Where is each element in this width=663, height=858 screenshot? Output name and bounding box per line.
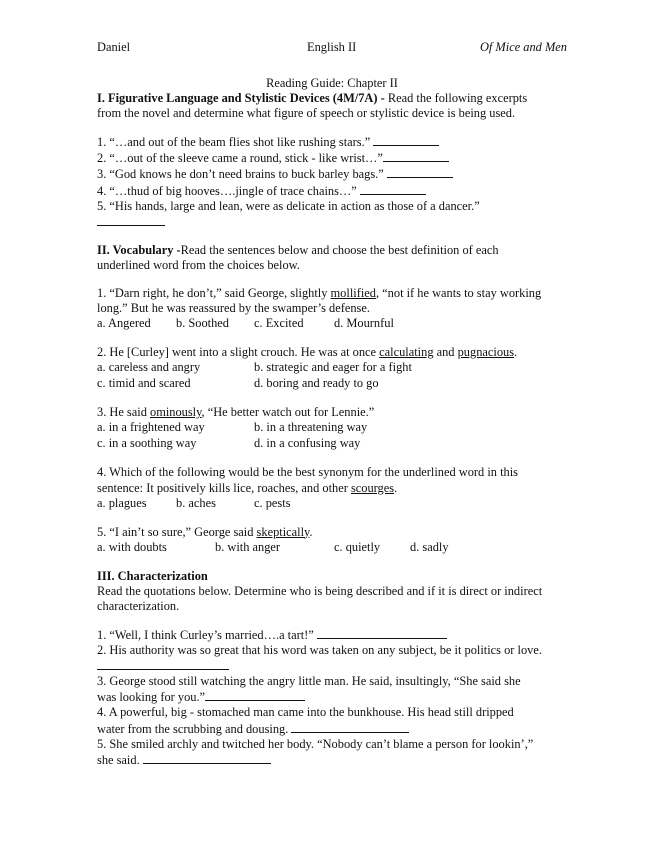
char-item-4a: 4. A powerful, big - stomached man came into the bunkhouse. His head still dripped [97,705,514,720]
answer-option[interactable]: d. in a confusing way [254,436,361,451]
section1-intro-b: from the novel and determine what figure of speech or stylistic device is being used. [97,106,516,121]
answer-option[interactable]: a. Angered [97,316,151,331]
q3-text: 3. He said [97,405,150,420]
section1-item-2 [97,150,567,166]
answer-option[interactable]: d. boring and ready to go [254,376,379,391]
char-item-5a: 5. She smiled archly and twitched her body. “Nobody can’t blame a person for lookin’,” [97,736,534,751]
answer-blank[interactable] [143,752,271,764]
q2-text: 2. He [Curley] went into a slight crouch. He was at once [97,345,380,360]
section2-heading-line [97,243,567,258]
answer-blank[interactable] [97,214,165,226]
vocab-word-pugnacious: pugnacious [457,345,515,360]
item-text: she said. [97,752,140,767]
section1-item-3 [97,166,567,182]
item-text: 2. “…out of the sleeve came a round, stick - like wrist…” [97,151,383,166]
vocab-q4-line2 [97,481,567,496]
section3-heading: III. Characterization [97,568,208,583]
char-item-3b [97,689,567,705]
q1-text: 1. “Darn right, he don’t,” said George, slightly [97,286,331,301]
section2-heading: II. Vocabulary - [97,242,181,257]
item-text: 4. “…thud of big hooves….jingle of trace chains…” [97,183,357,198]
item-text: 1. “Well, I think Curley’s married….a tart!” [97,627,314,642]
vocab-q3-line1 [97,405,567,420]
answer-option[interactable]: b. with anger [215,539,281,554]
page-title: Reading Guide: Chapter II [266,76,398,90]
section1-item-4 [97,183,567,199]
vocab-q4-line1: 4. Which of the following would be the best synonym for the underlined word in this [97,465,518,480]
page-header [97,40,567,58]
vocab-q5-line1 [97,525,567,540]
vocab-q1-line2: long.” But he was reassured by the swamper’s defense. [97,301,370,316]
answer-option[interactable]: a. with doubts [97,539,167,554]
answer-option[interactable]: a. plagues [97,495,147,510]
answer-option[interactable]: b. strategic and eager for a fight [254,360,412,375]
vocab-word-calculating: calculating [379,345,434,360]
item-text: was looking for you.” [97,690,206,705]
section1-heading-line [97,91,567,106]
char-item-4b [97,721,567,737]
answer-blank[interactable] [383,150,449,162]
item-text: 3. “God knows he don’t need brains to buck barley bags.” [97,167,384,182]
section2-intro-a: Read the sentences below and choose the best definition of each [180,242,499,257]
q1-text-post: , “not if he wants to stay working [375,286,542,301]
answer-option[interactable]: b. aches [176,495,216,510]
header-course: English II [307,40,357,54]
answer-blank[interactable] [387,166,453,178]
section1-item-5 [97,199,567,214]
char-item-2: 2. His authority was so great that his word was taken on any subject, be it politics or love. [97,643,542,658]
q5-text-post: . [309,524,313,539]
answer-blank[interactable] [205,689,305,701]
section3-heading-line [97,569,567,584]
header-book-title: Of Mice and Men [479,40,567,54]
answer-option[interactable]: c. timid and scared [97,376,191,391]
answer-option[interactable]: b. Soothed [176,316,230,331]
section2-intro-b: underlined word from the choices below. [97,257,300,272]
item-text: 5. “His hands, large and lean, were as delicate in action as those of a dancer.” [97,198,480,213]
vocab-q5-options [97,540,567,556]
worksheet-page [97,40,567,768]
vocab-q1-options [97,316,567,332]
vocab-word-ominously: ominously [150,405,202,420]
answer-option[interactable]: a. careless and angry [97,360,201,375]
vocab-q3-options-row2 [97,436,567,452]
answer-option[interactable]: c. Excited [254,316,304,331]
vocab-word-skeptically: skeptically [256,524,310,539]
answer-blank[interactable] [373,134,439,146]
q4-text: sentence: It positively kills lice, roaches, and other [97,480,351,495]
char-item-1 [97,627,567,643]
answer-option[interactable]: a. in a frightened way [97,420,205,435]
item-text: water from the scrubbing and dousing. [97,721,289,736]
vocab-q2-options-row1 [97,360,567,376]
section1-intro-a: Read the following excerpts [384,91,528,106]
char-item-3a: 3. George stood still watching the angry little man. He said, insultingly, “She said she [97,674,521,689]
item-text: 1. “…and out of the beam flies shot like rushing stars.” [97,135,371,150]
answer-blank[interactable] [317,627,447,639]
q3-text-post: , “He better watch out for Lennie.” [201,405,375,420]
section1-item-5-blank-line [97,214,567,230]
section1-heading: I. Figurative Language and Stylistic Devices (4M/7A) - [97,91,385,106]
vocab-word-scourges: scourges [350,480,395,495]
q5-text: 5. “I ain’t so sure,” George said [97,524,257,539]
vocab-q2-options-row2 [97,376,567,392]
vocab-q2-line1 [97,345,567,360]
vocab-q3-options-row1 [97,420,567,436]
char-item-5b [97,752,567,768]
answer-option[interactable]: d. Mournful [334,316,394,331]
vocab-q1-line1 [97,286,567,301]
answer-blank[interactable] [291,721,409,733]
char-item-2-blank-line [97,658,567,674]
answer-option[interactable]: c. in a soothing way [97,436,197,451]
answer-option[interactable]: c. pests [254,495,291,510]
q4-text-post: . [394,480,398,495]
answer-option[interactable]: c. quietly [334,539,381,554]
vocab-word-mollified: mollified [330,286,376,301]
q2-text-mid: and [433,345,458,360]
answer-blank[interactable] [97,658,229,670]
section3-intro-a: Read the quotations below. Determine who is being described and if it is direct or indirect [97,583,543,598]
vocab-q4-options [97,496,567,512]
header-student-name: Daniel [97,40,131,54]
answer-option[interactable]: b. in a threatening way [254,420,368,435]
q2-text-post: . [514,345,518,360]
section1-item-1 [97,134,567,150]
section3-intro-b: characterization. [97,598,180,613]
answer-blank[interactable] [360,183,426,195]
answer-option[interactable]: d. sadly [410,539,449,554]
